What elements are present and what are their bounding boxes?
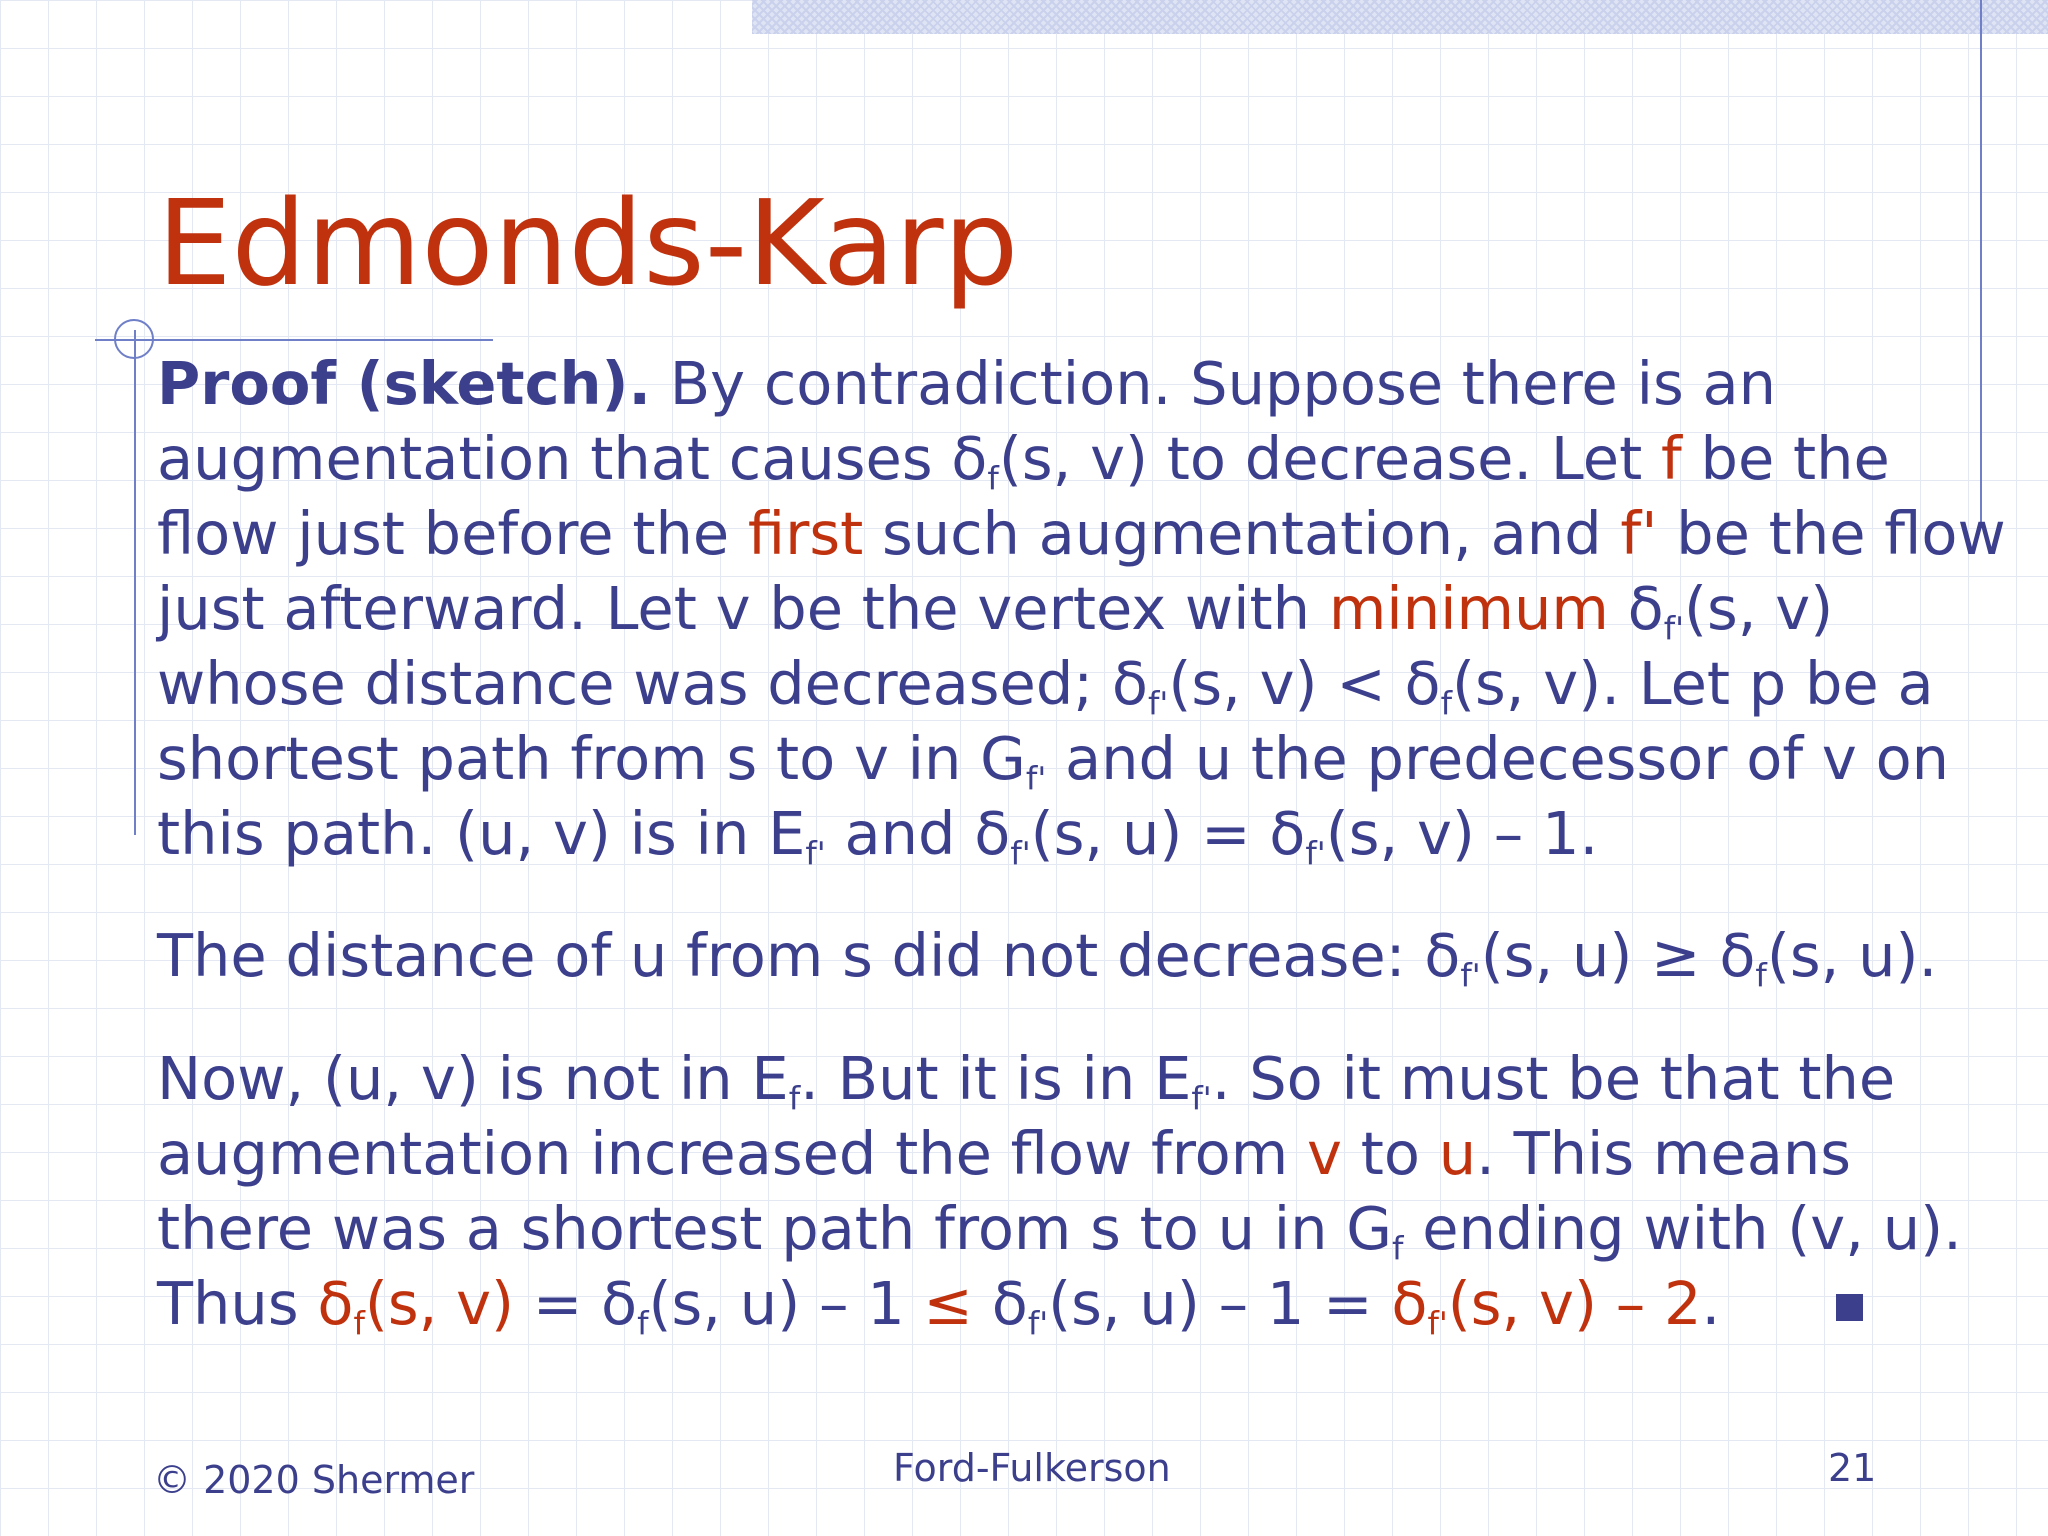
subscript: f	[353, 1304, 365, 1343]
text-run: (s, u) ≥ δ	[1480, 921, 1756, 990]
text-run: and δ	[825, 799, 1011, 868]
subscript: f'	[1460, 956, 1481, 995]
paragraph-1	[157, 346, 2006, 873]
text-run: flow just before the	[157, 499, 748, 568]
subscript: f'	[1191, 1079, 1212, 1118]
qed-square-icon	[1836, 1294, 1863, 1321]
text-run: (s, v) < δ	[1168, 649, 1441, 718]
text-run: (s, v). Let p be a	[1452, 649, 1934, 718]
text-line	[157, 1266, 1997, 1341]
text-run: = δ	[514, 1269, 638, 1338]
text-run: v	[1307, 1119, 1342, 1188]
subscript: f'	[1148, 684, 1169, 723]
text-line	[157, 571, 1997, 646]
subscript: f	[1392, 1229, 1404, 1268]
text-run: The distance of u from s did not decrease: δ	[157, 921, 1461, 990]
text-run: f'	[1620, 499, 1658, 568]
paragraph-3	[157, 1041, 1997, 1341]
slide-title: Edmonds-Karp	[157, 174, 1019, 312]
text-line	[157, 496, 2006, 571]
text-run: such augmentation, and	[863, 499, 1621, 568]
text-run: . This means	[1476, 1119, 1851, 1188]
text-run: (s, v)	[364, 1269, 515, 1338]
text-run: By contradiction. Suppose there is an	[650, 349, 1777, 418]
subscript: f'	[805, 834, 826, 873]
subscript: f'	[1427, 1304, 1448, 1343]
subscript: f	[1755, 956, 1767, 995]
text-line	[157, 646, 1997, 721]
subscript: f'	[1305, 834, 1326, 873]
subscript: f'	[1025, 759, 1047, 798]
text-run: there was a shortest path from s to u in G	[157, 1194, 1393, 1263]
text-run: δ	[972, 1269, 1028, 1338]
text-run: δ	[1391, 1269, 1428, 1338]
text-run: .	[1701, 1269, 1721, 1338]
text-run: ending with (v, u).	[1403, 1194, 1962, 1263]
text-run: whose distance was decreased; δ	[157, 649, 1149, 718]
text-run: (s, v) – 1.	[1325, 799, 1599, 868]
text-line	[157, 918, 1997, 993]
text-run: (s, u) = δ	[1030, 799, 1306, 868]
text-line	[157, 421, 1997, 496]
text-line	[157, 1041, 1997, 1116]
text-line	[157, 796, 1997, 871]
text-run: (s, v)	[1684, 574, 1834, 643]
text-run: minimum	[1328, 574, 1609, 643]
text-run: (s, v) to decrease. Let	[998, 424, 1661, 493]
text-run: (s, u).	[1766, 921, 1938, 990]
text-run: δ	[317, 1269, 354, 1338]
subscript: f'	[1010, 834, 1031, 873]
subscript: f'	[1663, 609, 1685, 648]
text-run: ≤	[923, 1269, 973, 1338]
footer-copyright: © 2020 Shermer	[153, 1458, 475, 1502]
text-run: Thus	[157, 1269, 318, 1338]
text-run: u	[1438, 1119, 1477, 1188]
subscript: f	[1440, 684, 1453, 723]
slide-body	[157, 346, 2006, 1343]
text-line	[157, 721, 1997, 796]
text-run: . So it must be that the	[1211, 1044, 1896, 1113]
crosshair-circle-icon	[114, 319, 154, 359]
text-run: and u the predecessor of v on	[1046, 724, 1950, 793]
text-run: . But it is in E	[800, 1044, 1192, 1113]
text-run: (s, v) – 2	[1447, 1269, 1702, 1338]
subscript: f	[788, 1079, 801, 1118]
paragraph-2	[157, 918, 1997, 993]
top-decorative-band	[752, 0, 2048, 34]
text-run: δ	[1608, 574, 1664, 643]
text-run: to	[1341, 1119, 1439, 1188]
text-run: first	[747, 499, 864, 568]
text-run: augmentation increased the flow from	[157, 1119, 1308, 1188]
subscript: f	[637, 1304, 649, 1343]
footer-topic: Ford-Fulkerson	[893, 1446, 1171, 1490]
proof-label: Proof (sketch).	[157, 349, 651, 418]
text-run: shortest path from s to v in G	[157, 724, 1026, 793]
text-run: (s, u) – 1 =	[1048, 1269, 1392, 1338]
text-line	[157, 346, 1997, 421]
text-line	[157, 1116, 1997, 1191]
text-run: f	[1660, 424, 1682, 493]
subscript: f'	[1027, 1304, 1049, 1343]
text-run: this path. (u, v) is in E	[157, 799, 806, 868]
text-run: Now, (u, v) is not in E	[157, 1044, 789, 1113]
text-run: be the	[1681, 424, 1890, 493]
text-run: just afterward. Let v be the vertex with	[157, 574, 1329, 643]
text-run: augmentation that causes δ	[157, 424, 988, 493]
text-run: (s, u) – 1	[648, 1269, 924, 1338]
title-underline-rule	[95, 339, 493, 341]
text-run: be the flow	[1657, 499, 2006, 568]
slide-number: 21	[1828, 1446, 1877, 1490]
left-vertical-rule	[134, 330, 136, 835]
text-line	[157, 1191, 1997, 1266]
subscript: f	[987, 459, 999, 498]
